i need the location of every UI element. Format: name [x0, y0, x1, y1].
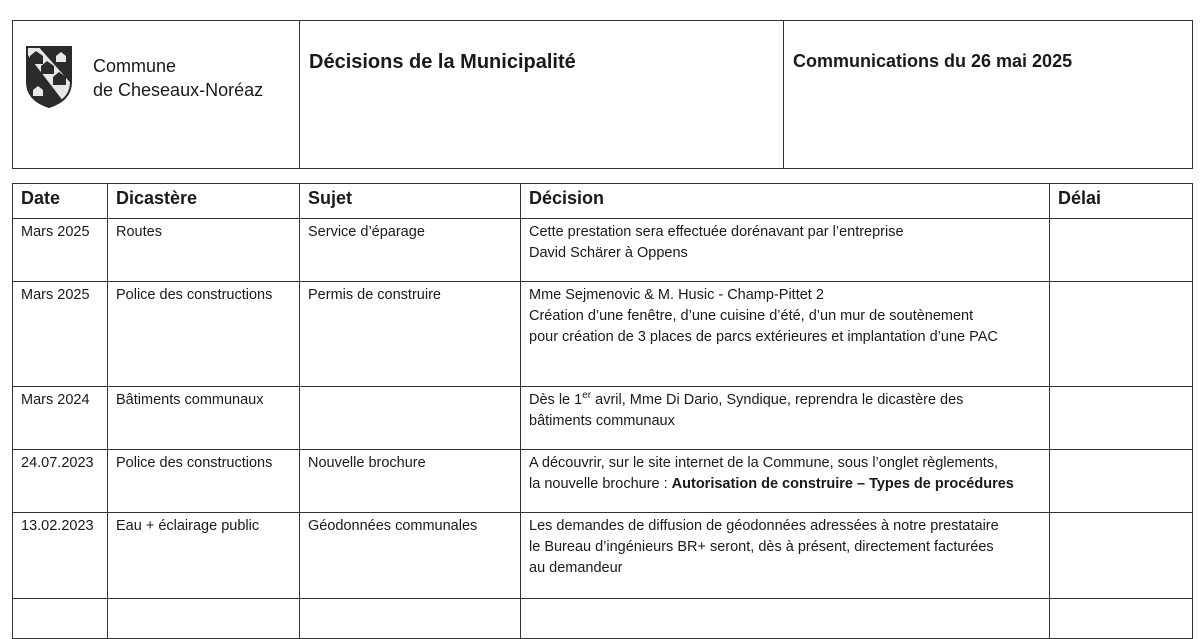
commune-name-line2: de Cheseaux-Noréaz	[93, 80, 264, 100]
cell-date: 24.07.2023	[13, 450, 108, 513]
table-row	[13, 513, 1193, 599]
table-header-row	[13, 184, 1193, 219]
decision-line	[529, 390, 1041, 411]
table-row	[13, 282, 1193, 387]
document-header	[12, 20, 1193, 169]
column-header-delai: Délai	[1050, 184, 1193, 219]
decision-line: A découvrir, sur le site internet de la Commune, sous l’onglet règlements,	[529, 455, 999, 471]
cell-delai	[1050, 282, 1193, 387]
table-row	[13, 387, 1193, 450]
cell-date: Mars 2025	[13, 282, 108, 387]
cell-decision	[521, 450, 1050, 513]
cell-delai	[1050, 513, 1193, 599]
column-header-dicastere: Dicastère	[108, 184, 300, 219]
decision-line: David Schärer à Oppens	[529, 245, 688, 261]
decision-line: au demandeur	[529, 560, 623, 576]
decision-text: la nouvelle brochure :	[529, 476, 672, 492]
cell-delai	[1050, 387, 1193, 450]
decision-line: pour création de 3 places de parcs extérieures et implantation d’une PAC	[529, 329, 998, 345]
decision-line: Mme Sejmenovic & M. Husic - Champ-Pittet 2	[529, 287, 824, 303]
decision-line: Cette prestation sera effectuée dorénavant par l’entreprise	[529, 224, 904, 240]
cell-sujet	[300, 387, 521, 450]
decision-text: avril, Mme Di Dario, Syndique, reprendra le dicastère des	[591, 392, 964, 408]
cell-date: Mars 2024	[13, 387, 108, 450]
decision-line	[529, 474, 1041, 495]
decision-line: Création d’une fenêtre, d’une cuisine d’été, d’un mur de soutènement	[529, 308, 974, 324]
cell-date	[13, 599, 108, 639]
table-row	[13, 219, 1193, 282]
cell-decision	[521, 513, 1050, 599]
cell-delai	[1050, 450, 1193, 513]
decision-line: bâtiments communaux	[529, 413, 675, 429]
document-title: Décisions de la Municipalité	[300, 21, 784, 169]
cell-dicastere	[108, 599, 300, 639]
cell-dicastere: Eau + éclairage public	[108, 513, 300, 599]
cell-dicastere: Routes	[108, 219, 300, 282]
cell-delai	[1050, 219, 1193, 282]
cell-delai	[1050, 599, 1193, 639]
cell-dicastere: Bâtiments communaux	[108, 387, 300, 450]
cell-dicastere: Police des constructions	[108, 450, 300, 513]
communication-date: Communications du 26 mai 2025	[784, 21, 1193, 169]
decision-text: Dès le 1	[529, 392, 583, 408]
column-header-decision: Décision	[521, 184, 1050, 219]
decisions-table	[12, 183, 1193, 639]
cell-sujet: Géodonnées communales	[300, 513, 521, 599]
table-row	[13, 450, 1193, 513]
cell-date: 13.02.2023	[13, 513, 108, 599]
decision-line: le Bureau d’ingénieurs BR+ seront, dès à présent, directement facturées	[529, 539, 994, 555]
column-header-sujet: Sujet	[300, 184, 521, 219]
column-header-date: Date	[13, 184, 108, 219]
ordinal-superscript: er	[582, 390, 592, 402]
cell-sujet	[300, 599, 521, 639]
decision-line: Les demandes de diffusion de géodonnées adressées à notre prestataire	[529, 518, 999, 534]
commune-name	[93, 54, 263, 102]
cell-sujet: Permis de construire	[300, 282, 521, 387]
commune-name-line1: Commune	[93, 56, 177, 76]
cell-decision	[521, 387, 1050, 450]
cell-decision	[521, 282, 1050, 387]
table-row	[13, 599, 1193, 639]
commune-logo-cell	[13, 21, 300, 169]
crest-icon	[24, 44, 74, 110]
cell-sujet: Nouvelle brochure	[300, 450, 521, 513]
cell-dicastere: Police des constructions	[108, 282, 300, 387]
cell-decision	[521, 599, 1050, 639]
cell-decision	[521, 219, 1050, 282]
brochure-title: Autorisation de construire – Types de procédures	[671, 476, 1014, 492]
cell-sujet: Service d’éparage	[300, 219, 521, 282]
cell-date: Mars 2025	[13, 219, 108, 282]
